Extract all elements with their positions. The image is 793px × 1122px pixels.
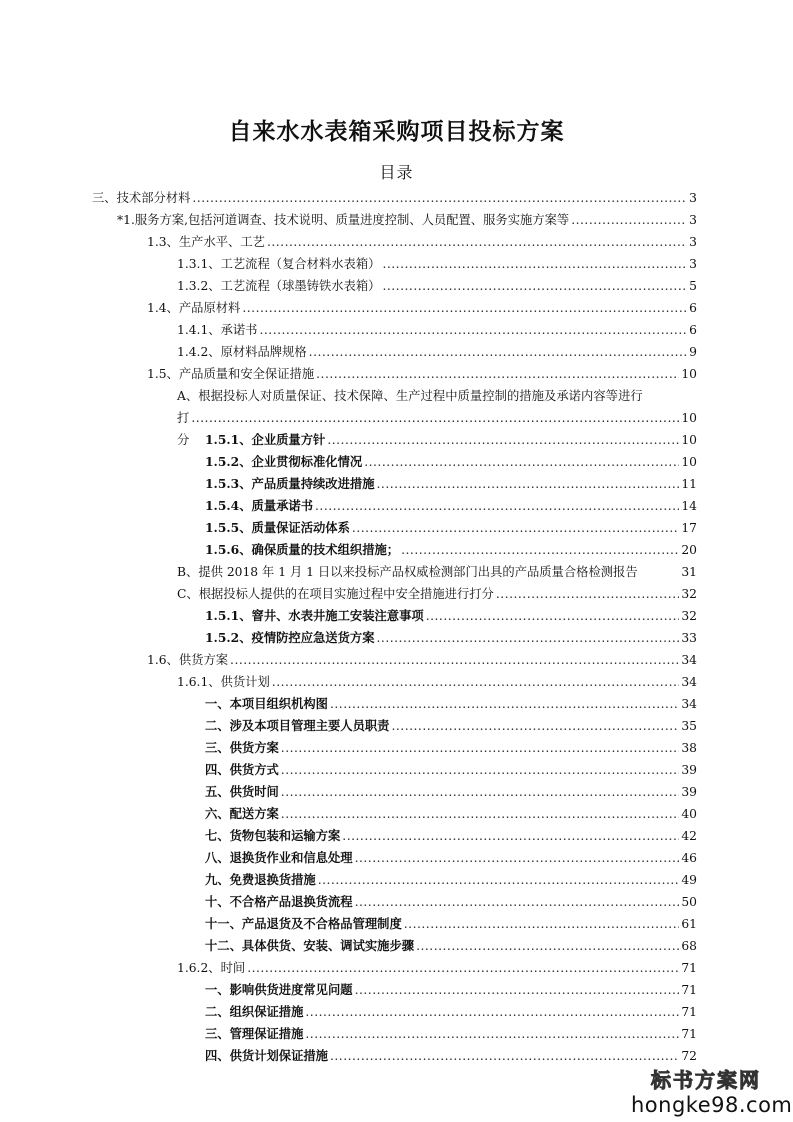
toc-entry-label: 1.5.3、产品质量持续改进措施 xyxy=(205,476,375,491)
toc-leader-dots xyxy=(281,737,680,759)
toc-page-number: 40 xyxy=(681,807,697,821)
toc-entry[interactable] xyxy=(205,517,697,539)
toc-entry-label: 1.5、产品质量和安全保证措施 xyxy=(147,367,315,381)
toc-entry[interactable] xyxy=(205,759,697,781)
toc-page-number: 10 xyxy=(681,367,697,381)
toc-entry[interactable] xyxy=(147,363,697,385)
toc-page-number: 32 xyxy=(681,609,697,623)
toc-entry-label-cont: 打分 xyxy=(177,411,190,447)
toc-page-number: 11 xyxy=(681,477,697,491)
toc-entry-label: 1.5.6、确保质量的技术组织措施； xyxy=(205,542,400,557)
toc-page-number: 71 xyxy=(681,961,697,975)
toc-entry-label: 1.4、产品原材料 xyxy=(147,301,241,315)
toc-entry-label: 三、管理保证措施 xyxy=(205,1026,304,1041)
toc-leader-dots xyxy=(330,693,679,715)
toc-entry-label: C、根据投标人提供的在项目实施过程中安全措施进行打分 xyxy=(177,587,494,601)
toc-entry[interactable] xyxy=(205,891,697,913)
toc-leader-dots xyxy=(309,341,688,363)
toc-leader-dots xyxy=(305,1023,679,1045)
document-title: 自来水水表箱采购项目投标方案 xyxy=(228,118,565,145)
toc-leader-dots xyxy=(426,605,680,627)
toc-entry-label: 1.6.1、供货计划 xyxy=(177,675,270,689)
toc-entry-label: 三、供货方案 xyxy=(205,740,279,755)
toc-entry[interactable] xyxy=(147,231,697,253)
toc-entry[interactable] xyxy=(205,847,697,869)
toc-entry[interactable] xyxy=(205,715,697,737)
toc-entry[interactable] xyxy=(177,561,697,583)
toc-entry[interactable] xyxy=(205,539,697,561)
toc-leader-dots xyxy=(416,935,679,957)
toc-leader-dots xyxy=(316,363,679,385)
toc-entry[interactable] xyxy=(205,473,697,495)
table-of-contents xyxy=(0,187,793,1067)
toc-page-number: 61 xyxy=(681,917,697,931)
toc-leader-dots xyxy=(377,627,680,649)
toc-leader-dots xyxy=(191,407,679,429)
toc-entry[interactable] xyxy=(205,935,697,957)
toc-leader-dots xyxy=(247,957,679,979)
toc-entry[interactable] xyxy=(177,319,697,341)
toc-entry-label: 九、免费退换货措施 xyxy=(205,872,316,887)
toc-heading: 目录 xyxy=(379,163,414,182)
toc-entry-label: 一、影响供货进度常见问题 xyxy=(205,982,353,997)
toc-entry-label: B、提供 2018 年 1 月 1 日以来投标产品权威检测部门出具的产品质量合格检测报告 xyxy=(177,565,638,579)
toc-page-number: 71 xyxy=(681,1027,697,1041)
toc-entry[interactable] xyxy=(147,297,697,319)
watermark xyxy=(631,1068,793,1118)
toc-page-number: 17 xyxy=(681,521,697,535)
toc-entry[interactable] xyxy=(177,671,697,693)
toc-entry[interactable] xyxy=(205,1045,697,1067)
toc-entry-label: *1.服务方案,包括河道调查、技术说明、质量进度控制、人员配置、服务实施方案等 xyxy=(117,213,570,227)
toc-entry-label: 1.3、生产水平、工艺 xyxy=(147,235,265,249)
toc-entry-label: 1.3.1、工艺流程（复合材料水表箱） xyxy=(177,257,381,271)
toc-leader-dots xyxy=(382,275,687,297)
toc-entry-label: 十、不合格产品退换货流程 xyxy=(205,894,353,909)
toc-page-number: 35 xyxy=(681,719,697,733)
watermark-cn: 标书方案网 xyxy=(651,1068,761,1092)
toc-leader-dots xyxy=(496,583,680,605)
toc-page-number: 3 xyxy=(689,257,697,271)
toc-entry-label: 三、技术部分材料 xyxy=(92,191,191,205)
toc-leader-dots xyxy=(242,297,687,319)
toc-leader-dots xyxy=(305,1001,679,1023)
toc-entry[interactable] xyxy=(205,605,697,627)
toc-page-number: 3 xyxy=(689,213,697,227)
toc-entry[interactable] xyxy=(205,1023,697,1045)
toc-leader-dots xyxy=(342,825,679,847)
toc-entry-label: 1.5.2、企业贯彻标准化情况 xyxy=(205,454,363,469)
toc-entry-label: 四、供货方式 xyxy=(205,762,279,777)
toc-page-number: 49 xyxy=(681,873,697,887)
toc-entry[interactable] xyxy=(177,253,697,275)
toc-entry-label: 1.3.2、工艺流程（球墨铸铁水表箱） xyxy=(177,279,381,293)
toc-page-number: 5 xyxy=(689,279,697,293)
toc-page-number: 33 xyxy=(681,631,697,645)
toc-page-number: 34 xyxy=(681,697,697,711)
toc-page-number: 50 xyxy=(681,895,697,909)
toc-entry[interactable] xyxy=(177,275,697,297)
toc-page-number: 39 xyxy=(681,785,697,799)
toc-leader-dots xyxy=(272,671,680,693)
toc-entry[interactable] xyxy=(92,187,697,209)
toc-entry-label: 1.5.5、质量保证活动体系 xyxy=(205,520,350,535)
toc-entry-label: 二、组织保证措施 xyxy=(205,1004,304,1019)
toc-page-number: 20 xyxy=(681,543,697,557)
toc-page-number: 32 xyxy=(681,587,697,601)
toc-page-number: 3 xyxy=(689,235,697,249)
toc-leader-dots xyxy=(355,847,680,869)
toc-entry-label: 四、供货计划保证措施 xyxy=(205,1048,328,1063)
toc-entry[interactable] xyxy=(205,781,697,803)
toc-leader-dots xyxy=(401,539,679,561)
toc-entry-label: 1.6.2、时间 xyxy=(177,961,246,975)
watermark-url: hongke98.com xyxy=(631,1093,793,1117)
toc-entry-label: 五、供货时间 xyxy=(205,784,279,799)
toc-entry[interactable] xyxy=(205,1001,697,1023)
toc-entry-label: 1.5.1、窨井、水表井施工安装注意事项 xyxy=(205,608,424,623)
toc-leader-dots xyxy=(318,869,680,891)
toc-page-number: 6 xyxy=(689,301,697,315)
toc-page-number: 42 xyxy=(681,829,697,843)
toc-entry-label: 1.6、供货方案 xyxy=(147,653,229,667)
toc-entry[interactable] xyxy=(205,693,697,715)
toc-leader-dots xyxy=(364,451,679,473)
toc-page-number: 31 xyxy=(681,565,697,579)
toc-leader-dots xyxy=(315,495,679,517)
toc-entry-label: 1.5.1、企业质量方针 xyxy=(205,432,326,447)
toc-leader-dots xyxy=(352,517,679,539)
toc-page-number: 10 xyxy=(681,455,697,469)
toc-entry-label: 1.4.2、原材料品牌规格 xyxy=(177,345,307,359)
toc-leader-dots xyxy=(330,1045,679,1067)
toc-entry[interactable] xyxy=(205,429,697,451)
toc-leader-dots xyxy=(571,209,687,231)
toc-leader-dots xyxy=(327,429,679,451)
toc-leader-dots xyxy=(281,781,680,803)
toc-entry-label: 1.5.2、疫情防控应急送货方案 xyxy=(205,630,375,645)
toc-entry-label: 1.5.4、质量承诺书 xyxy=(205,498,314,513)
toc-leader-dots xyxy=(404,913,680,935)
toc-entry[interactable] xyxy=(205,979,697,1001)
toc-page-number: 9 xyxy=(689,345,697,359)
toc-entry-label: 六、配送方案 xyxy=(205,806,279,821)
toc-leader-dots xyxy=(267,231,687,253)
toc-page-number: 71 xyxy=(681,1005,697,1019)
toc-entry-label: 十二、具体供货、安装、调试实施步骤 xyxy=(205,938,415,953)
toc-entry[interactable] xyxy=(205,869,697,891)
toc-page-number: 68 xyxy=(681,939,697,953)
toc-leader-dots xyxy=(281,759,680,781)
toc-entry-label: A、根据投标人对质量保证、技术保障、生产过程中质量控制的措施及承诺内容等进行 xyxy=(177,389,643,403)
toc-leader-dots xyxy=(192,187,687,209)
toc-entry-label: 二、涉及本项目管理主要人员职责 xyxy=(205,718,390,733)
toc-page-number: 34 xyxy=(681,675,697,689)
toc-leader-dots xyxy=(230,649,679,671)
toc-entry[interactable] xyxy=(177,341,697,363)
toc-entry-label: 十一、产品退货及不合格品管理制度 xyxy=(205,916,402,931)
toc-entry[interactable] xyxy=(205,825,697,847)
toc-page-number: 39 xyxy=(681,763,697,777)
toc-entry[interactable] xyxy=(205,803,697,825)
toc-entry[interactable] xyxy=(117,209,697,231)
toc-entry[interactable] xyxy=(205,627,697,649)
toc-leader-dots xyxy=(259,319,687,341)
toc-entry[interactable] xyxy=(147,649,697,671)
toc-entry[interactable] xyxy=(205,913,697,935)
toc-leader-dots xyxy=(382,253,687,275)
toc-leader-dots xyxy=(281,803,680,825)
toc-leader-dots xyxy=(355,979,680,1001)
toc-leader-dots xyxy=(355,891,680,913)
toc-entry[interactable] xyxy=(177,957,697,979)
toc-page-number: 3 xyxy=(689,191,697,205)
toc-page-number: 72 xyxy=(681,1049,697,1063)
toc-page-number: 10 xyxy=(681,433,697,447)
toc-entry[interactable] xyxy=(205,737,697,759)
toc-entry-label: 一、本项目组织机构图 xyxy=(205,696,328,711)
toc-page-number: 10 xyxy=(681,411,697,425)
toc-page-number: 6 xyxy=(689,323,697,337)
toc-entry[interactable] xyxy=(177,583,697,605)
toc-page-number: 34 xyxy=(681,653,697,667)
toc-page-number: 14 xyxy=(681,499,697,513)
toc-page-number: 38 xyxy=(681,741,697,755)
toc-page-number: 46 xyxy=(681,851,697,865)
toc-entry-label: 八、退换货作业和信息处理 xyxy=(205,850,353,865)
toc-page-number: 71 xyxy=(681,983,697,997)
toc-leader-dots xyxy=(377,473,680,495)
toc-entry-label: 七、货物包装和运输方案 xyxy=(205,828,341,843)
toc-entry[interactable] xyxy=(205,495,697,517)
toc-entry[interactable] xyxy=(205,451,697,473)
toc-leader-dots xyxy=(391,715,679,737)
toc-entry-label: 1.4.1、承诺书 xyxy=(177,323,258,337)
